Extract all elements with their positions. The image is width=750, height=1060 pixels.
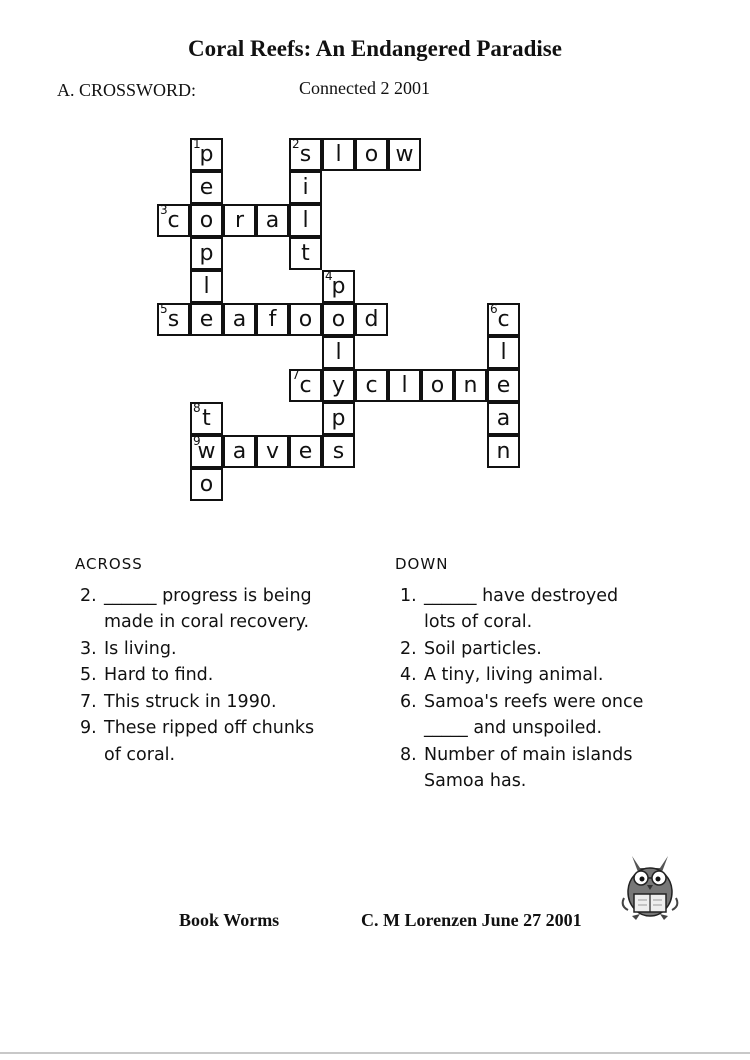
crossword-cell[interactable] — [487, 369, 520, 402]
clue-num: 4. — [400, 665, 417, 685]
cell-letter: e — [199, 307, 214, 332]
cell-letter: l — [335, 340, 342, 365]
cell-letter: c — [497, 307, 510, 332]
cell-letter: s — [299, 142, 312, 167]
clue-item — [80, 689, 380, 716]
clue-text: This struck in 1990. — [104, 691, 277, 712]
clue-item — [400, 689, 700, 742]
clue-text: ______ progress is being made in coral recovery. — [104, 585, 312, 632]
cell-letter: l — [401, 373, 408, 398]
down-clues — [395, 551, 700, 795]
clue-num: 2. — [80, 585, 97, 606]
cell-letter: r — [234, 208, 245, 233]
page-title: Coral Reefs: An Endangered Paradise — [188, 36, 562, 61]
crossword-cell[interactable] — [355, 369, 388, 402]
crossword-cell[interactable] — [223, 435, 256, 468]
crossword-cell[interactable] — [388, 138, 421, 171]
clue-number: 6 — [490, 302, 498, 316]
cell-letter: d — [364, 307, 379, 332]
reading-owl-icon — [610, 848, 690, 923]
cell-letter: a — [232, 439, 247, 464]
clue-num: 6. — [400, 691, 417, 712]
footer-left-text: Book Worms — [179, 910, 280, 930]
crossword-cell[interactable] — [388, 369, 421, 402]
crossword-cell[interactable] — [487, 435, 520, 468]
cell-letter: l — [302, 208, 309, 233]
cell-letter: o — [331, 307, 346, 332]
clue-num: 1. — [400, 585, 417, 606]
clue-item — [400, 662, 700, 689]
crossword-cell[interactable] — [190, 435, 223, 468]
cell-letter: c — [299, 373, 312, 398]
crossword-cell[interactable] — [355, 138, 388, 171]
cell-letter: o — [199, 208, 214, 233]
crossword-cell[interactable] — [256, 303, 289, 336]
cell-letter: o — [199, 472, 214, 497]
crossword-grid — [0, 0, 750, 520]
clue-item — [400, 583, 700, 636]
clue-number: 7 — [292, 368, 300, 382]
clue-text: These ripped off chunks of coral. — [104, 718, 315, 765]
crossword-cell[interactable] — [190, 171, 223, 204]
clue-item — [80, 636, 380, 663]
cell-letter: t — [301, 241, 310, 266]
cell-letter: f — [268, 307, 277, 332]
crossword-cell[interactable] — [421, 369, 454, 402]
clue-num: 5. — [80, 665, 97, 685]
cell-letter: p — [331, 274, 346, 299]
cell-letter: o — [430, 373, 445, 398]
clue-text: A tiny, living animal. — [424, 665, 604, 685]
cell-letter: p — [199, 241, 214, 266]
cell-letter: a — [496, 406, 511, 431]
cell-letter: n — [463, 373, 478, 398]
clue-text: Soil particles. — [424, 638, 542, 659]
crossword-cell[interactable] — [190, 204, 223, 237]
cell-letter: s — [332, 439, 345, 464]
clue-text: ______ have destroyed lots of coral. — [424, 585, 619, 632]
cell-letter: l — [335, 142, 342, 167]
crossword-cell[interactable] — [487, 402, 520, 435]
cell-letter: s — [167, 307, 180, 332]
cell-letter: e — [199, 175, 214, 200]
clue-text: Samoa's reefs were once _____ and unspoiled. — [424, 691, 644, 738]
cell-letter: e — [496, 373, 511, 398]
clue-item — [400, 742, 700, 795]
connected-label: Connected 2 2001 — [299, 78, 430, 98]
clue-number: 2 — [292, 137, 300, 151]
clue-num: 8. — [400, 744, 417, 765]
crossword-cell[interactable] — [289, 138, 322, 171]
clue-number: 8 — [193, 401, 201, 415]
cell-letter: p — [331, 406, 346, 431]
scan-edge-divider — [0, 1052, 750, 1054]
crossword-cell[interactable] — [322, 402, 355, 435]
crossword-cell[interactable] — [322, 369, 355, 402]
cell-letter: o — [364, 142, 379, 167]
crossword-cell[interactable] — [190, 138, 223, 171]
crossword-cell[interactable] — [289, 171, 322, 204]
clue-num: 3. — [80, 638, 97, 659]
clue-number: 3 — [160, 203, 168, 217]
cell-letter: y — [331, 373, 346, 398]
footer-author-date: C. M Lorenzen June 27 2001 — [361, 910, 582, 930]
crossword-cell[interactable] — [322, 270, 355, 303]
cell-letter: w — [395, 142, 414, 167]
clue-number: 4 — [325, 269, 333, 283]
crossword-cell[interactable] — [322, 336, 355, 369]
clue-text: Number of main islands Samoa has. — [424, 744, 633, 791]
crossword-cell[interactable] — [157, 303, 190, 336]
cell-letter: p — [199, 142, 214, 167]
cell-letter: l — [203, 274, 210, 299]
crossword-cell[interactable] — [256, 204, 289, 237]
crossword-cell[interactable] — [289, 204, 322, 237]
cell-letter: a — [265, 208, 280, 233]
cell-letter: v — [265, 439, 280, 464]
cell-letter: t — [202, 406, 211, 431]
crossword-cell[interactable] — [454, 369, 487, 402]
crossword-cell[interactable] — [223, 303, 256, 336]
clue-num: 9. — [80, 718, 97, 738]
crossword-cell[interactable] — [289, 237, 322, 270]
cell-letter: l — [500, 340, 507, 365]
clue-num: 7. — [80, 691, 97, 712]
cell-letter: o — [298, 307, 313, 332]
clue-item — [80, 715, 380, 768]
cell-letter: i — [302, 175, 309, 200]
crossword-cell[interactable] — [322, 303, 355, 336]
crossword-cell[interactable] — [289, 369, 322, 402]
crossword-cell[interactable] — [223, 204, 256, 237]
clue-number: 5 — [160, 302, 168, 316]
clue-text: Is living. — [104, 638, 177, 659]
crossword-cell[interactable] — [289, 435, 322, 468]
crossword-cell[interactable] — [157, 204, 190, 237]
across-clues — [75, 551, 380, 768]
crossword-cell[interactable] — [289, 303, 322, 336]
crossword-cell[interactable] — [190, 237, 223, 270]
crossword-cell[interactable] — [256, 435, 289, 468]
clue-item — [80, 662, 380, 689]
clue-item — [400, 636, 700, 663]
crossword-cell[interactable] — [190, 468, 223, 501]
section-label: A. CROSSWORD: — [57, 80, 197, 100]
cell-letter: c — [167, 208, 180, 233]
clue-number: 9 — [193, 434, 201, 448]
across-heading: ACROSS — [75, 555, 143, 573]
crossword-cell[interactable] — [322, 435, 355, 468]
crossword-cell[interactable] — [355, 303, 388, 336]
cell-letter: e — [298, 439, 313, 464]
crossword-cell[interactable] — [190, 270, 223, 303]
cell-letter: c — [365, 373, 378, 398]
cell-letter: n — [496, 439, 511, 464]
clue-num: 2. — [400, 638, 417, 659]
cell-letter: a — [232, 307, 247, 332]
crossword-cell[interactable] — [487, 303, 520, 336]
clue-item — [80, 583, 380, 636]
down-heading: DOWN — [395, 555, 449, 573]
crossword-cell[interactable] — [487, 336, 520, 369]
clue-number: 1 — [193, 137, 201, 151]
crossword-cell[interactable] — [322, 138, 355, 171]
crossword-cell[interactable] — [190, 303, 223, 336]
clue-text: Hard to find. — [104, 665, 214, 685]
cell-letter: w — [197, 439, 216, 464]
crossword-cell[interactable] — [190, 402, 223, 435]
